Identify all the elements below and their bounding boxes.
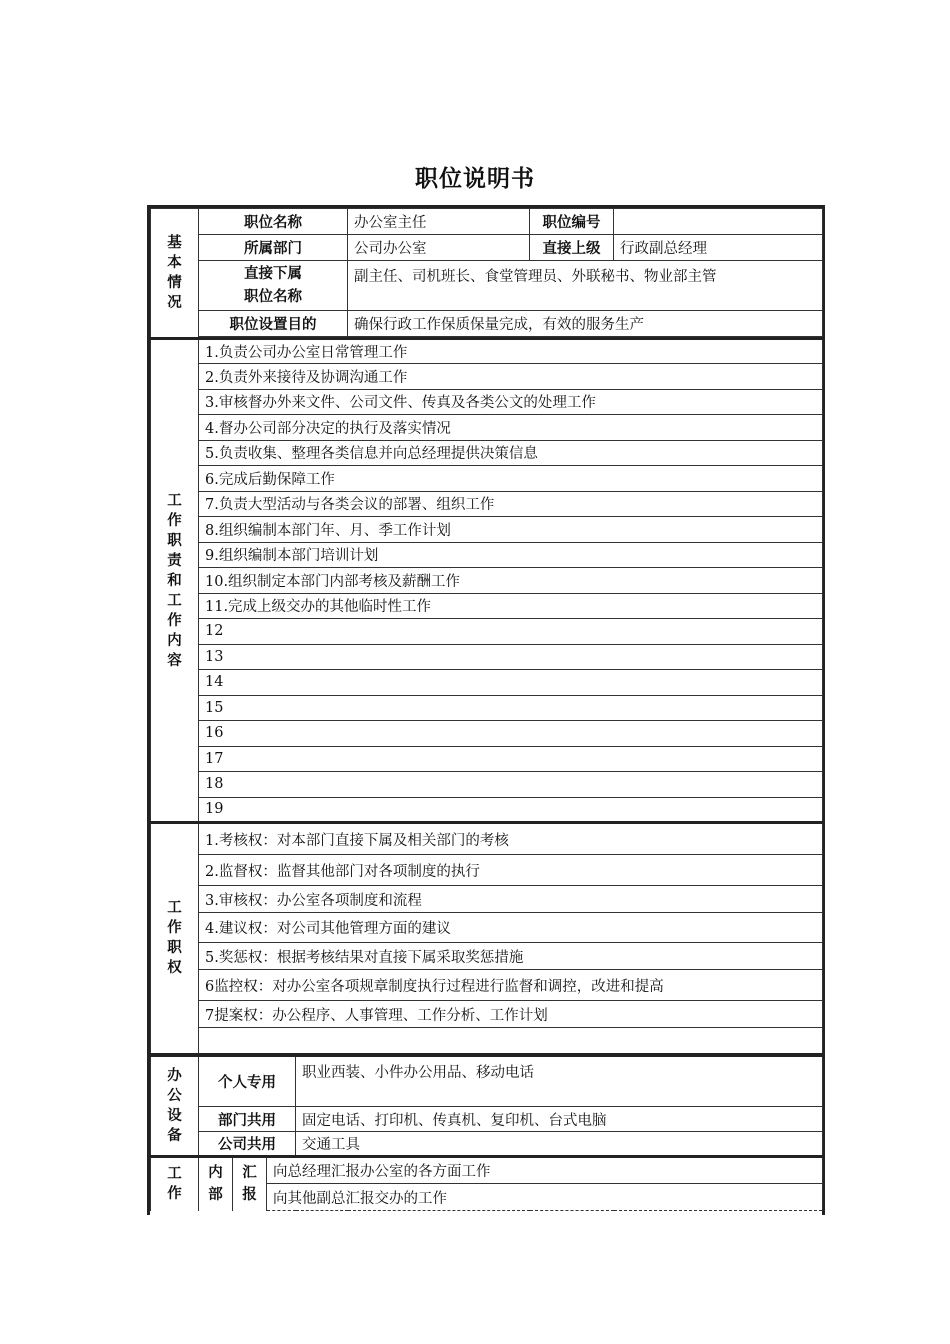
duty-row <box>151 517 823 543</box>
basic-row-name <box>151 209 823 235</box>
duty-row <box>151 772 823 798</box>
authority-row <box>151 886 823 913</box>
basic-row-subordinates <box>151 261 823 311</box>
internal-label: 内 部 <box>199 1157 233 1211</box>
duty-item: 16 <box>199 721 823 747</box>
subordinates-value: 副主任、司机班长、食堂管理员、外联秘书、物业部主管 <box>348 261 823 311</box>
subordinates-label: 直接下属 职位名称 <box>199 261 348 311</box>
position-name-label: 职位名称 <box>199 209 348 235</box>
supervisor-label: 直接上级 <box>530 235 614 261</box>
equipment-label: 个人专用 <box>199 1055 296 1107</box>
authority-row <box>151 1001 823 1028</box>
duty-item: 18 <box>199 772 823 798</box>
relation-item: 向其他副总汇报交办的工作 <box>267 1184 823 1211</box>
duty-row <box>151 542 823 568</box>
authority-row <box>151 913 823 943</box>
duty-row <box>151 721 823 747</box>
duty-row <box>151 415 823 441</box>
authority-item: 3.审核权：办公室各项制度和流程 <box>199 886 823 913</box>
equipment-row <box>151 1107 823 1132</box>
authority-item: 5.奖惩权：根据考核结果对直接下属采取奖惩措施 <box>199 943 823 970</box>
duty-row <box>151 364 823 390</box>
section-relations-label: 工 作 <box>151 1157 199 1211</box>
duty-item: 13 <box>199 644 823 670</box>
department-value: 公司办公室 <box>348 235 530 261</box>
duty-row <box>151 746 823 772</box>
equipment-row <box>151 1055 823 1107</box>
duty-item: 1.负责公司办公室日常管理工作 <box>199 339 823 364</box>
duty-item: 11.完成上级交办的其他临时性工作 <box>199 593 823 619</box>
duty-item: 3.审核督办外来文件、公司文件、传真及各类公文的处理工作 <box>199 389 823 415</box>
duty-row <box>151 389 823 415</box>
basic-row-department <box>151 235 823 261</box>
duty-item: 8.组织编制本部门年、月、季工作计划 <box>199 517 823 543</box>
duty-row <box>151 440 823 466</box>
relations-row <box>151 1157 823 1184</box>
duty-item: 10.组织制定本部门内部考核及薪酬工作 <box>199 568 823 594</box>
purpose-value: 确保行政工作保质保量完成，有效的服务生产 <box>348 311 823 337</box>
equipment-value: 交通工具 <box>296 1132 823 1157</box>
duty-row <box>151 644 823 670</box>
duty-item: 2.负责外来接待及协调沟通工作 <box>199 364 823 390</box>
section-authority-label: 工 作 职 权 <box>151 823 199 1055</box>
section-equipment-label: 办 公 设 备 <box>151 1055 199 1157</box>
duty-row <box>151 593 823 619</box>
duty-item: 9.组织编制本部门培训计划 <box>199 542 823 568</box>
duty-item: 5.负责收集、整理各类信息并向总经理提供决策信息 <box>199 440 823 466</box>
supervisor-value: 行政副总经理 <box>614 235 823 261</box>
duty-item: 6.完成后勤保障工作 <box>199 466 823 492</box>
purpose-label: 职位设置目的 <box>199 311 348 337</box>
equipment-label: 部门共用 <box>199 1107 296 1132</box>
duty-item: 14 <box>199 670 823 696</box>
authority-item: 6监控权：对办公室各项规章制度执行过程进行监督和调控，改进和提高 <box>199 970 823 1001</box>
duty-item: 7.负责大型活动与各类会议的部署、组织工作 <box>199 491 823 517</box>
authority-row <box>151 1028 823 1055</box>
authority-row <box>151 823 823 855</box>
authority-item: 4.建议权：对公司其他管理方面的建议 <box>199 913 823 943</box>
duty-row <box>151 491 823 517</box>
basic-row-purpose <box>151 311 823 337</box>
duty-row <box>151 466 823 492</box>
duty-row <box>151 797 823 823</box>
authority-item <box>199 1028 823 1055</box>
duty-item: 15 <box>199 695 823 721</box>
report-label: 汇 报 <box>233 1157 267 1211</box>
authority-item: 2.监督权：监督其他部门对各项制度的执行 <box>199 855 823 886</box>
document-title: 职位说明书 <box>415 166 535 192</box>
department-label: 所属部门 <box>199 235 348 261</box>
duty-item: 12 <box>199 619 823 645</box>
authority-row <box>151 970 823 1001</box>
job-description-table <box>150 208 823 1211</box>
duty-row <box>151 339 823 364</box>
duty-item: 17 <box>199 746 823 772</box>
position-code-label: 职位编号 <box>530 209 614 235</box>
duty-item: 19 <box>199 797 823 823</box>
equipment-value: 职业西装、小件办公用品、移动电话 <box>296 1055 823 1107</box>
equipment-value: 固定电话、打印机、传真机、复印机、台式电脑 <box>296 1107 823 1132</box>
position-name-value: 办公室主任 <box>348 209 530 235</box>
authority-row <box>151 855 823 886</box>
authority-item: 7提案权：办公程序、人事管理、工作分析、工作计划 <box>199 1001 823 1028</box>
duty-row <box>151 568 823 594</box>
authority-item: 1.考核权：对本部门直接下属及相关部门的考核 <box>199 823 823 855</box>
equipment-label: 公司共用 <box>199 1132 296 1157</box>
duty-row <box>151 670 823 696</box>
duty-item: 4.督办公司部分决定的执行及落实情况 <box>199 415 823 441</box>
relation-item: 向总经理汇报办公室的各方面工作 <box>267 1157 823 1184</box>
equipment-row <box>151 1132 823 1157</box>
section-basic-label: 基 本 情 况 <box>151 209 199 339</box>
authority-row <box>151 943 823 970</box>
section-duties-label: 工 作 职 责 和 工 作 内 容 <box>151 339 199 823</box>
position-code-value <box>614 209 823 235</box>
duty-row <box>151 695 823 721</box>
duty-row <box>151 619 823 645</box>
